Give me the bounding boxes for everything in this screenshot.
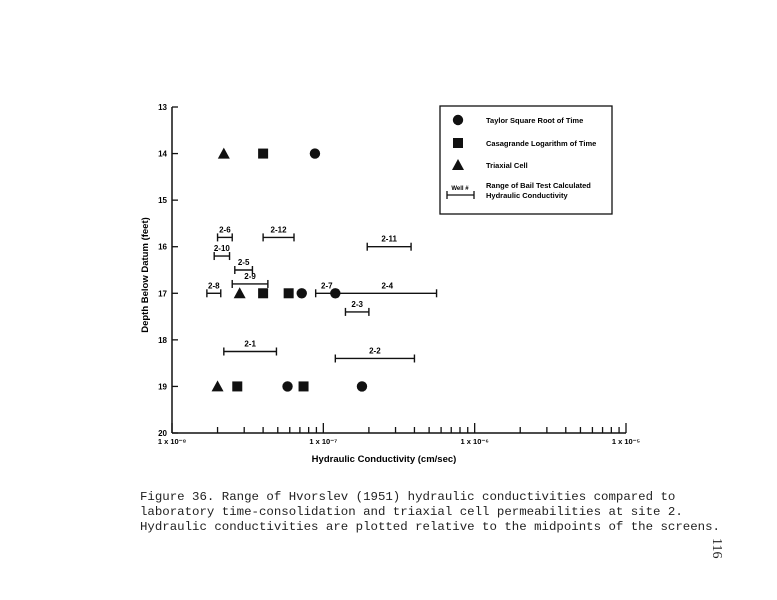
range-label: 2-2 xyxy=(369,346,381,356)
circle-point xyxy=(282,381,292,391)
square-point xyxy=(284,288,294,298)
x-tick-label: 1 x 10⁻⁶ xyxy=(460,437,489,446)
y-tick-label: 14 xyxy=(158,149,167,159)
legend-triangle-marker xyxy=(452,159,464,170)
y-tick-label: 16 xyxy=(158,242,167,252)
range-label: 2-4 xyxy=(381,281,394,291)
range-label: 2-1 xyxy=(244,339,256,349)
legend-circle-marker xyxy=(453,115,463,125)
figure-caption: Figure 36. Range of Hvorslev (1951) hydraulic conductivities compared to laboratory time-consolidation and triaxial cell permeabilities at site 2. Hydraulic conductivities are plotted relative to the midpoints of the screens. xyxy=(140,490,720,534)
x-axis-label: Hydraulic Conductivity (cm/sec) xyxy=(311,454,457,465)
y-tick-label: 20 xyxy=(158,429,167,438)
range-label: 2-9 xyxy=(244,271,256,281)
range-label: 2-8 xyxy=(208,281,220,291)
x-tick-label: 1 x 10⁻⁷ xyxy=(309,437,338,446)
triangle-point xyxy=(218,148,230,159)
y-tick-label: 13 xyxy=(158,103,167,112)
legend-square-marker xyxy=(453,138,463,148)
square-point xyxy=(258,149,268,159)
y-tick-label: 18 xyxy=(158,335,167,345)
y-tick-label: 15 xyxy=(158,196,167,206)
square-point xyxy=(232,381,242,391)
triangle-point xyxy=(234,287,246,298)
range-label: 2-12 xyxy=(270,225,287,235)
y-tick-label: 19 xyxy=(158,382,167,392)
square-point xyxy=(258,288,268,298)
circle-point xyxy=(297,288,307,298)
circle-point xyxy=(357,381,367,391)
y-axis-label: Depth Below Datum (feet) xyxy=(140,217,151,333)
x-tick-label: 1 x 10⁻⁵ xyxy=(611,437,641,446)
range-label: 2-3 xyxy=(351,299,363,309)
range-label: 2-11 xyxy=(381,234,397,244)
legend-label: Triaxial Cell xyxy=(486,161,528,170)
legend-label: Range of Bail Test Calculated xyxy=(486,181,591,190)
page-number: 116 xyxy=(709,538,724,559)
range-label: 2-7 xyxy=(321,281,333,291)
legend-label: Hydraulic Conductivity xyxy=(486,191,568,200)
x-tick-label: 1 x 10⁻⁸ xyxy=(157,437,187,446)
range-label: 2-6 xyxy=(219,225,231,235)
range-label: 2-5 xyxy=(237,258,250,267)
circle-point xyxy=(310,148,320,158)
range-label: 2-10 xyxy=(213,244,230,254)
legend-label: Taylor Square Root of Time xyxy=(486,116,584,125)
triangle-point xyxy=(212,380,224,391)
y-tick-label: 17 xyxy=(158,289,167,299)
legend-range-marker-label: Well # xyxy=(451,186,469,192)
square-point xyxy=(299,381,309,391)
legend-label: Casagrande Logarithm of Time xyxy=(486,139,597,148)
